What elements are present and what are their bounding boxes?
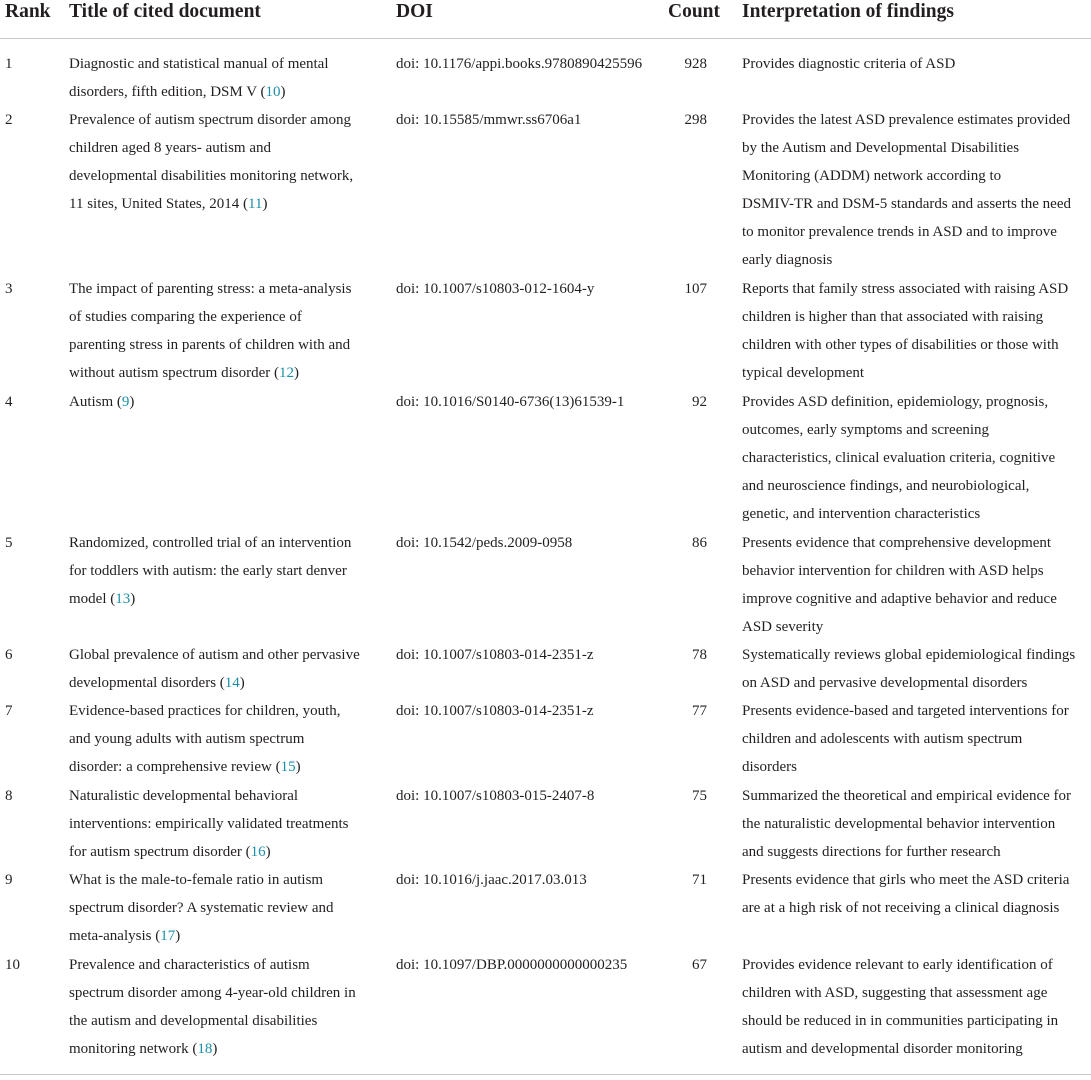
title-line <box>69 669 381 697</box>
title-line <box>69 275 381 303</box>
interpretation-line: by the Autism and Developmental Disabilities <box>742 140 1020 156</box>
reference-link[interactable]: 16 <box>250 844 266 860</box>
interpretation-line: ASD severity <box>742 619 824 635</box>
title-cell <box>69 866 381 950</box>
doi-cell: doi: 10.1007/s10803-014-2351-z <box>396 703 594 719</box>
interpretation-line: Presents evidence-based and targeted interventions for <box>742 703 1069 719</box>
title-text: disorder: a comprehensive review ( <box>69 759 281 775</box>
reference-link[interactable]: 10 <box>265 84 281 100</box>
reference-link[interactable]: 14 <box>224 675 240 691</box>
title-text: Naturalistic developmental behavioral <box>69 788 299 804</box>
title-line <box>69 134 381 162</box>
interpretation-cell <box>742 697 1091 781</box>
interpretation-line: on ASD and pervasive developmental disorders <box>742 675 1028 691</box>
doi-cell: doi: 10.15585/mmwr.ss6706a1 <box>396 112 582 128</box>
rank-cell: 7 <box>5 703 13 719</box>
doi-cell: doi: 10.1007/s10803-012-1604-y <box>396 281 595 297</box>
interpretation-line: outcomes, early symptoms and screening <box>742 422 990 438</box>
title-line <box>69 585 381 613</box>
interpretation-line: children is higher than that associated with raising <box>742 309 1044 325</box>
interpretation-line: disorders <box>742 759 797 775</box>
title-line <box>69 331 381 359</box>
title-text: Prevalence and characteristics of autism <box>69 957 310 973</box>
title-text: spectrum disorder among 4-year-old children in <box>69 985 356 1001</box>
interpretation-line: Provides evidence relevant to early identification of <box>742 957 1053 973</box>
title-line <box>69 782 381 810</box>
reference-link[interactable]: 9 <box>121 394 130 410</box>
title-text: meta-analysis ( <box>69 928 161 944</box>
title-line <box>69 1035 381 1063</box>
title-line <box>69 951 381 979</box>
interpretation-cell <box>742 641 1091 697</box>
interpretation-line: children with ASD, suggesting that assessment age <box>742 985 1048 1001</box>
header-rule <box>0 38 1091 39</box>
title-line <box>69 50 381 78</box>
title-cell <box>69 782 381 866</box>
interpretation-cell <box>742 951 1091 1063</box>
title-line <box>69 557 381 585</box>
title-line <box>69 866 381 894</box>
header-rank: Rank <box>5 1 51 22</box>
interpretation-cell <box>742 275 1091 387</box>
title-line <box>69 979 381 1007</box>
count-cell: 298 <box>684 112 707 128</box>
closing-paren: ) <box>129 394 135 410</box>
interpretation-line: Monitoring (ADDM) network according to <box>742 168 1002 184</box>
closing-paren: ) <box>212 1041 218 1057</box>
header-title: Title of cited document <box>69 1 261 22</box>
rank-cell: 4 <box>5 394 13 410</box>
title-cell <box>69 951 381 1063</box>
title-text: interventions: empirically validated treatments <box>69 816 349 832</box>
title-text: developmental disabilities monitoring network, <box>69 168 354 184</box>
closing-paren: ) <box>175 928 181 944</box>
title-text: of studies comparing the experience of <box>69 309 302 325</box>
count-cell: 77 <box>692 703 707 719</box>
doi-cell: doi: 10.1176/appi.books.9780890425596 <box>396 56 643 72</box>
closing-paren: ) <box>295 759 301 775</box>
title-line <box>69 359 381 387</box>
reference-link[interactable]: 15 <box>280 759 296 775</box>
title-line <box>69 697 381 725</box>
count-cell: 86 <box>692 535 707 551</box>
interpretation-line: should be reduced in in communities participating in <box>742 1013 1059 1029</box>
interpretation-line: and suggests directions for further research <box>742 844 1001 860</box>
closing-paren: ) <box>239 675 245 691</box>
title-text: children aged 8 years- autism and <box>69 140 272 156</box>
doi-cell: doi: 10.1007/s10803-014-2351-z <box>396 647 594 663</box>
interpretation-cell <box>742 50 1091 78</box>
interpretation-line: DSMIV-TR and DSM-5 standards and asserts the need <box>742 196 1071 212</box>
interpretation-line: Presents evidence that girls who meet the ASD criteria <box>742 872 1070 888</box>
count-cell: 928 <box>684 56 707 72</box>
title-text: disorders, fifth edition, DSM V ( <box>69 84 266 100</box>
interpretation-line: are at a high risk of not receiving a clinical diagnosis <box>742 900 1060 916</box>
title-line <box>69 1007 381 1035</box>
interpretation-line: genetic, and intervention characteristics <box>742 506 981 522</box>
interpretation-line: autism and developmental disorder monitoring <box>742 1041 1023 1057</box>
title-text: monitoring network ( <box>69 1041 198 1057</box>
title-cell <box>69 275 381 387</box>
interpretation-line: typical development <box>742 365 865 381</box>
title-text: Prevalence of autism spectrum disorder among <box>69 112 351 128</box>
title-text: The impact of parenting stress: a meta-analysis <box>69 281 352 297</box>
title-text: Evidence-based practices for children, youth, <box>69 703 341 719</box>
interpretation-cell <box>742 388 1091 528</box>
title-text: for toddlers with autism: the early start denver <box>69 563 347 579</box>
title-line <box>69 810 381 838</box>
interpretation-line: Summarized the theoretical and empirical evidence for <box>742 788 1072 804</box>
title-text: What is the male-to-female ratio in autism <box>69 872 324 888</box>
interpretation-cell <box>742 529 1091 641</box>
title-text: the autism and developmental disabilities <box>69 1013 318 1029</box>
title-line <box>69 894 381 922</box>
title-cell <box>69 106 381 218</box>
title-line <box>69 641 381 669</box>
doi-cell: doi: 10.1097/DBP.0000000000000235 <box>396 957 628 973</box>
rank-cell: 5 <box>5 535 13 551</box>
rank-cell: 6 <box>5 647 13 663</box>
title-text: Global prevalence of autism and other pervasive <box>69 647 360 663</box>
doi-cell: doi: 10.1016/S0140-6736(13)61539-1 <box>396 394 625 410</box>
title-cell <box>69 50 381 106</box>
bottom-rule <box>0 1074 1091 1075</box>
closing-paren: ) <box>130 591 136 607</box>
title-text: 11 sites, United States, 2014 ( <box>69 196 249 212</box>
interpretation-cell <box>742 782 1091 866</box>
rank-cell: 10 <box>5 957 20 973</box>
rank-cell: 8 <box>5 788 13 804</box>
interpretation-line: children with other types of disabilities or those with <box>742 337 1059 353</box>
interpretation-line: early diagnosis <box>742 252 833 268</box>
closing-paren: ) <box>262 196 268 212</box>
interpretation-line: to monitor prevalence trends in ASD and to improve <box>742 224 1057 240</box>
title-text: developmental disorders ( <box>69 675 225 691</box>
title-cell <box>69 641 381 697</box>
interpretation-line: improve cognitive and adaptive behavior and reduce <box>742 591 1057 607</box>
title-text: Autism ( <box>69 394 122 410</box>
reference-link[interactable]: 11 <box>248 196 263 212</box>
rank-cell: 3 <box>5 281 13 297</box>
title-cell <box>69 697 381 781</box>
title-line <box>69 725 381 753</box>
title-line <box>69 753 381 781</box>
title-line <box>69 106 381 134</box>
header-interpretation: Interpretation of findings <box>742 1 954 22</box>
title-text: parenting stress in parents of children with and <box>69 337 351 353</box>
title-text: Randomized, controlled trial of an intervention <box>69 535 352 551</box>
interpretation-cell <box>742 866 1091 922</box>
reference-link[interactable]: 17 <box>160 928 176 944</box>
title-line <box>69 388 381 416</box>
interpretation-line: Provides diagnostic criteria of ASD <box>742 56 956 72</box>
title-text: without autism spectrum disorder ( <box>69 365 279 381</box>
reference-link[interactable]: 18 <box>197 1041 213 1057</box>
interpretation-line: behavior intervention for children with ASD helps <box>742 563 1044 579</box>
closing-paren: ) <box>280 84 286 100</box>
interpretation-line: Provides ASD definition, epidemiology, prognosis, <box>742 394 1049 410</box>
count-cell: 92 <box>692 394 707 410</box>
title-text: model ( <box>69 591 116 607</box>
rank-cell: 9 <box>5 872 13 888</box>
title-text: spectrum disorder? A systematic review and <box>69 900 334 916</box>
interpretation-line: the naturalistic developmental behavior intervention <box>742 816 1056 832</box>
title-cell <box>69 529 381 613</box>
count-cell: 75 <box>692 788 707 804</box>
closing-paren: ) <box>293 365 299 381</box>
count-cell: 71 <box>692 872 707 888</box>
title-line <box>69 838 381 866</box>
rank-cell: 1 <box>5 56 13 72</box>
doi-cell: doi: 10.1007/s10803-015-2407-8 <box>396 788 595 804</box>
reference-link[interactable]: 12 <box>278 365 294 381</box>
title-line <box>69 922 381 950</box>
rank-cell: 2 <box>5 112 13 128</box>
interpretation-line: and neuroscience findings, and neurobiological, <box>742 478 1030 494</box>
doi-cell: doi: 10.1016/j.jaac.2017.03.013 <box>396 872 587 888</box>
interpretation-line: Reports that family stress associated with raising ASD <box>742 281 1069 297</box>
closing-paren: ) <box>265 844 271 860</box>
title-text: and young adults with autism spectrum <box>69 731 305 747</box>
title-line <box>69 78 381 106</box>
interpretation-line: Provides the latest ASD prevalence estimates provided <box>742 112 1071 128</box>
count-cell: 67 <box>692 957 707 973</box>
interpretation-line: Systematically reviews global epidemiological findings <box>742 647 1076 663</box>
interpretation-cell <box>742 106 1091 274</box>
reference-link[interactable]: 13 <box>115 591 131 607</box>
title-line <box>69 190 381 218</box>
title-line <box>69 303 381 331</box>
count-cell: 78 <box>692 647 707 663</box>
interpretation-line: Presents evidence that comprehensive development <box>742 535 1052 551</box>
title-line <box>69 162 381 190</box>
title-text: Diagnostic and statistical manual of mental <box>69 56 329 72</box>
title-cell <box>69 388 381 416</box>
title-text: for autism spectrum disorder ( <box>69 844 251 860</box>
count-cell: 107 <box>684 281 707 297</box>
title-line <box>69 529 381 557</box>
doi-cell: doi: 10.1542/peds.2009-0958 <box>396 535 573 551</box>
interpretation-line: children and adolescents with autism spectrum <box>742 731 1023 747</box>
header-count: Count <box>668 1 721 22</box>
header-doi: DOI <box>396 1 433 22</box>
interpretation-line: characteristics, clinical evaluation criteria, cognitive <box>742 450 1056 466</box>
